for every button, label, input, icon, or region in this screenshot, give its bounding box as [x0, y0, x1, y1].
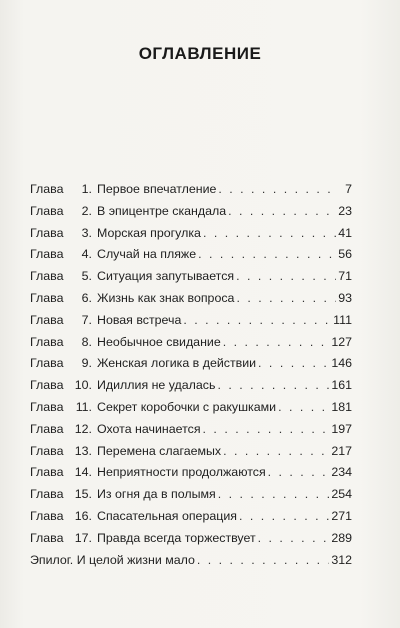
chapter-label: Глава [30, 399, 64, 414]
entry-title: Первое впечатление [97, 182, 217, 196]
chapter-label: Глава [30, 421, 64, 436]
chapter-label: Глава [30, 530, 64, 545]
chapter-number: 6. [81, 290, 92, 305]
entry-page-number: 127 [331, 334, 352, 349]
chapter-number: 8. [81, 334, 92, 349]
dot-leader [239, 509, 329, 523]
chapter-label: Глава [30, 182, 64, 196]
entry-page-number: 56 [338, 247, 352, 262]
chapter-number: 7. [81, 312, 92, 327]
toc-entry-chapter[interactable] [30, 465, 352, 487]
entry-page-number: 217 [331, 443, 352, 458]
entry-title: Эпилог. И целой жизни мало [30, 552, 195, 567]
entry-title: Перемена слагаемых [97, 443, 222, 458]
dot-leader [217, 378, 329, 392]
entry-title: Морская прогулка [97, 225, 201, 240]
dot-leader [218, 182, 336, 196]
toc-entry-chapter[interactable] [30, 531, 352, 553]
dot-leader [198, 247, 336, 261]
chapter-number: 15. [74, 487, 92, 502]
toc-entry-chapter[interactable] [30, 487, 352, 509]
entry-page-number: 271 [331, 508, 352, 523]
entry-title: Новая встреча [97, 312, 182, 327]
chapter-number: 2. [81, 203, 92, 218]
chapter-label: Глава [30, 312, 64, 327]
dot-leader [228, 204, 336, 218]
toc-entry-chapter[interactable] [30, 444, 352, 466]
chapter-number: 5. [81, 269, 92, 284]
chapter-number: 11. [75, 399, 92, 414]
entry-page-number: 23 [338, 203, 352, 218]
toc-entry-chapter[interactable] [30, 356, 352, 378]
chapter-number: 10. [74, 378, 92, 393]
chapter-label: Глава [30, 269, 64, 284]
entry-title: Из огня да в полымя [97, 487, 216, 502]
entry-title: Неприятности продолжаются [97, 465, 266, 480]
entry-title: Женская логика в действии [97, 356, 257, 371]
chapter-label: Глава [30, 247, 64, 262]
entry-page-number: 312 [331, 552, 352, 567]
toc-entry-epilogue[interactable] [30, 553, 352, 575]
dot-leader [223, 335, 330, 349]
chapter-label: Глава [30, 203, 64, 218]
entry-title: Случай на пляже [97, 247, 197, 262]
toc-entry-chapter[interactable] [30, 269, 352, 291]
entry-page-number: 41 [338, 225, 352, 240]
dot-leader [197, 553, 329, 567]
entry-title: Необычное свидание [97, 334, 221, 349]
toc-entry-chapter[interactable] [30, 422, 352, 444]
entry-page-number: 71 [338, 269, 352, 284]
entry-page-number: 161 [331, 378, 352, 393]
chapter-label: Глава [30, 356, 64, 371]
dot-leader [203, 422, 330, 436]
dot-leader [223, 444, 329, 458]
entry-title: Жизнь как знак вопроса [97, 290, 235, 305]
entry-page-number: 7 [345, 182, 352, 196]
toc-entry-chapter[interactable] [30, 247, 352, 269]
entry-page-number: 111 [333, 312, 352, 327]
chapter-number: 1. [81, 182, 92, 196]
toc-entry-chapter[interactable] [30, 291, 352, 313]
entry-page-number: 234 [331, 465, 352, 480]
entry-title: Ситуация запутывается [97, 269, 235, 284]
entry-title: Спасательная операция [97, 508, 237, 523]
chapter-list [30, 182, 352, 553]
chapter-label: Глава [30, 465, 64, 480]
dot-leader [218, 487, 330, 501]
toc-entry-chapter[interactable] [30, 182, 352, 204]
entry-page-number: 93 [338, 290, 352, 305]
chapter-number: 17. [74, 530, 92, 545]
dot-leader [183, 313, 331, 327]
toc-entry-chapter[interactable] [30, 400, 352, 422]
chapter-label: Глава [30, 378, 64, 393]
dot-leader [258, 531, 330, 545]
toc-entry-chapter[interactable] [30, 226, 352, 248]
toc-entry-chapter[interactable] [30, 378, 352, 400]
toc-entry-chapter[interactable] [30, 509, 352, 531]
chapter-number: 14. [74, 465, 92, 480]
chapter-label: Глава [30, 290, 64, 305]
entry-title: Секрет коробочки с ракушками [97, 399, 277, 414]
entry-title: Правда всегда торжествует [97, 530, 256, 545]
toc-entry-chapter[interactable] [30, 204, 352, 226]
table-of-contents [30, 182, 352, 574]
chapter-number: 9. [81, 356, 92, 371]
entry-page-number: 254 [331, 487, 352, 502]
chapter-label: Глава [30, 225, 64, 240]
entry-page-number: 181 [331, 399, 352, 414]
chapter-number: 13. [74, 443, 92, 458]
chapter-label: Глава [30, 334, 64, 349]
entry-page-number: 289 [331, 530, 352, 545]
entry-title: Охота начинается [97, 421, 201, 436]
toc-entry-chapter[interactable] [30, 335, 352, 357]
chapter-number: 12. [74, 421, 92, 436]
entry-title: В эпицентре скандала [97, 203, 227, 218]
chapter-number: 4. [81, 247, 92, 262]
page-title: ОГЛАВЛЕНИЕ [138, 44, 262, 63]
entry-title: Идиллия не удалась [97, 378, 216, 393]
dot-leader [236, 269, 336, 283]
toc-entry-chapter[interactable] [30, 313, 352, 335]
entry-page-number: 197 [331, 421, 352, 436]
dot-leader [203, 226, 336, 240]
dot-leader [236, 291, 336, 305]
dot-leader [278, 400, 329, 414]
chapter-number: 16. [74, 508, 92, 523]
entry-page-number: 146 [331, 356, 352, 371]
chapter-number: 3. [81, 225, 92, 240]
chapter-label: Глава [30, 487, 64, 502]
dot-leader [258, 356, 329, 370]
chapter-label: Глава [30, 508, 64, 523]
chapter-label: Глава [30, 443, 64, 458]
dot-leader [268, 465, 330, 479]
